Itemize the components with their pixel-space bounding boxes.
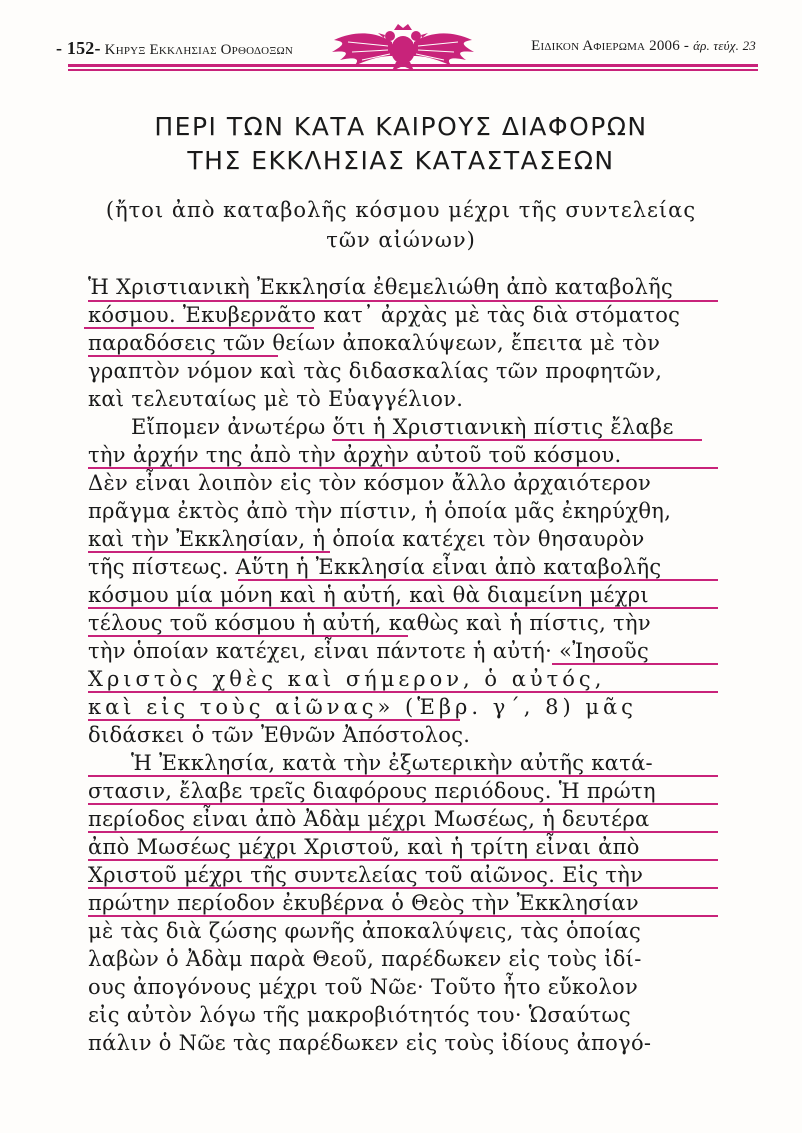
body-line: παραδόσεις τῶν θείων ἀποκαλύψεων, ἔπειτα μὲ τὸν: [88, 331, 661, 355]
body-line: κόσμου. Ἐκυβερνᾶτο κατ᾿ ἀρχὰς μὲ τὰς διὰ στόματος: [88, 303, 681, 327]
header-rule-bottom: [68, 69, 758, 71]
body-line: Χριστὸς χθὲς καὶ σήμερον, ὁ αὐτός,: [88, 667, 606, 691]
body-line: κόσμου μία μόνη καὶ ἡ αὐτή, καὶ θὰ διαμείνη μέχρι: [88, 583, 649, 607]
body-line: πρᾶγμα ἐκτὸς ἀπὸ τὴν πίστιν, ἡ ὁποία μᾶς ἐκηρύχθη,: [88, 499, 672, 523]
subtitle-line-1: (ἤτοι ἀπὸ καταβολῆς κόσμου μέχρι τῆς συντελείας: [105, 198, 697, 222]
header-rule-top: [68, 64, 758, 67]
title-line-2: ΤΗΣ ΕΚΚΛΗΣΙΑΣ ΚΑΤΑΣΤΑΣΕΩΝ: [187, 146, 615, 175]
underline-mark: [88, 887, 718, 889]
body-line: ους ἀπογόνους μέχρι τοῦ Νῶε· Τοῦτο ἦτο εὔκολον: [88, 975, 639, 999]
body-line: μὲ τὰς διὰ ζώσης φωνῆς ἀποκαλύψεις, τὰς ὁποίας: [88, 919, 642, 943]
body-line: Ἡ Χριστιανικὴ Ἐκκλησία ἐθεμελιώθη ἀπὸ καταβολῆς: [88, 275, 674, 299]
subtitle-line-2: τῶν αἰώνων): [326, 228, 476, 252]
underline-mark: [88, 915, 718, 917]
body-line: τὴν ἀρχήν της ἀπὸ τὴν ἀρχὴν αὐτοῦ τοῦ κόσμου.: [88, 443, 622, 467]
body-line: Ἡ Ἐκκλησία, κατὰ τὴν ἐξωτερικὴν αὐτῆς κατά-: [131, 751, 653, 775]
body-line: στασιν, ἔλαβε τρεῖς διαφόρους περιόδους. Ἡ πρώτη: [88, 779, 656, 803]
body-line: τῆς πίστεως. Αὕτη ἡ Ἐκκλησία εἶναι ἀπὸ καταβολῆς: [88, 555, 662, 579]
underline-mark: [88, 551, 330, 553]
body-line: καὶ τελευταίως μὲ τὸ Εὐαγγέλιον.: [88, 387, 464, 411]
body-line: πρώτην περίοδον ἐκυβέρνα ὁ Θεὸς τὴν Ἐκκλησίαν: [88, 891, 639, 915]
underline-mark: [88, 467, 718, 469]
header-left: [56, 38, 293, 59]
underline-mark: [88, 859, 718, 861]
body-line: λαβὼν ὁ Ἀδὰμ παρὰ Θεοῦ, παρέδωκεν εἰς τοὺς ἰδί-: [88, 947, 642, 971]
underline-mark: [88, 719, 460, 721]
underline-mark: [332, 439, 702, 441]
body-line: ἀπὸ Μωσέως μέχρι Χριστοῦ, καὶ ἡ τρίτη εἶναι ἀπὸ: [88, 835, 640, 859]
body-line: Χριστοῦ μέχρι τῆς συντελείας τοῦ αἰῶνος. Εἰς τὴν: [88, 863, 644, 887]
body-line: διδάσκει ὁ τῶν Ἐθνῶν Ἀπόστολος.: [88, 723, 471, 747]
underline-mark: [88, 803, 718, 805]
underline-mark: [238, 579, 718, 581]
body-line: καὶ εἰς τοὺς αἰῶνας» (Ἑβρ. γ΄, 8) μᾶς: [88, 695, 637, 719]
underline-mark: [88, 300, 718, 302]
underline-mark: [88, 355, 278, 357]
underline-mark: [88, 775, 718, 777]
body-line: γραπτὸν νόμον καὶ τὰς διδασκαλίας τῶν προφητῶν,: [88, 359, 663, 383]
title-line-1: ΠΕΡΙ ΤΩΝ ΚΑΤΑ ΚΑΙΡΟΥΣ ΔΙΑΦΟΡΩΝ: [154, 112, 648, 141]
underline-mark: [88, 691, 718, 693]
body-line: εἰς αὐτὸν λόγω τῆς μακροβιότητός του· Ὡσαύτως: [88, 1003, 631, 1027]
body-line: τὴν ὁποίαν κατέχει, εἶναι πάντοτε ἡ αὐτή· «Ἰησοῦς: [88, 639, 650, 663]
underline-mark: [552, 663, 718, 665]
issue-number: άρ. τεύχ. 23: [693, 38, 756, 53]
underline-mark: [88, 831, 718, 833]
underline-mark: [88, 635, 408, 637]
body-line: περίοδος εἶναι ἀπὸ Ἀδὰμ μέχρι Μωσέως, ἡ δευτέρα: [88, 807, 650, 831]
page-number: - 152-: [56, 38, 101, 58]
header-right: [531, 38, 756, 55]
body-line: τέλους τοῦ κόσμου ἡ αὐτή, καθὼς καὶ ἡ πίστις, τὴν: [88, 611, 651, 635]
special-issue: Ειδικον Αφιερωμα 2006 -: [531, 38, 690, 54]
body-line: πάλιν ὁ Νῶε τὰς παρέδωκεν εἰς τοὺς ἰδίους ἀπογό-: [88, 1031, 652, 1055]
underline-mark: [84, 327, 314, 329]
body-line: Εἴπομεν ἀνωτέρω ὅτι ἡ Χριστιανικὴ πίστις ἔλαβε: [131, 415, 674, 439]
body-line: Δὲν εἶναι λοιπὸν εἰς τὸν κόσμον ἄλλο ἀρχαιότερον: [88, 471, 652, 495]
underline-mark: [88, 607, 718, 609]
journal-name: Κηρυξ Εκκλησιας Ορθοδοξων: [104, 42, 294, 58]
body-line: καὶ τὴν Ἐκκλησίαν, ἡ ὁποία κατέχει τὸν θησαυρὸν: [88, 527, 645, 551]
